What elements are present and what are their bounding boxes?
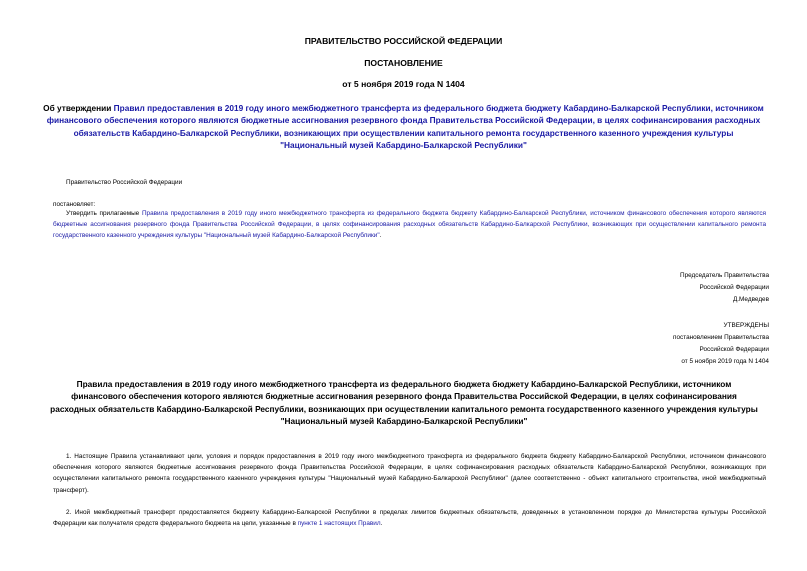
signature-line-2: Российской Федерации: [699, 284, 769, 291]
p2-suffix: .: [380, 520, 383, 528]
document-date-number: от 5 ноября 2019 года N 1404: [342, 79, 465, 89]
approved-line-2: постановлением Правительства: [673, 334, 769, 341]
document-title: [42, 102, 765, 151]
rules-paragraph-1: 1. Настоящие Правила устанавливают цели, условия и порядок предоставления в 2019 году иного межбюджетного трансферта из федерального бюджета бюджету Кабардино-Балкарской Республики, источником финансового обеспечения которого являются бюджетные ассигнования резервного фонда Правительства Российской Федерации, в целях софинансирования расходных обязательств Кабардино-Балкарской Республики, возникающих при осуществлении капитального ремонта государственного казенного учреждения культуры "Национальный музей Кабардино-Балкарской Республики" (далее соответственно - объект капитального строительства, иной межбюджетный трансферт).: [53, 453, 766, 494]
government-header: ПРАВИТЕЛЬСТВО РОССИЙСКОЙ ФЕДЕРАЦИИ: [304, 36, 503, 46]
signature-line-3: Д.Медведев: [732, 296, 769, 303]
signature-block: [680, 270, 769, 306]
approve-prefix: Утвердить прилагаемые: [66, 210, 142, 217]
title-prefix: Об утверждении: [43, 103, 114, 113]
p2-prefix: 2. Иной межбюджетный трансферт предоставляется бюджету Кабардино-Балкарской Республики в пределах лимитов бюджетных обязательств, доведенных в установленном порядке до Министерства культуры Российской Федерации как получателя средств федерального бюджета на цели, указанные в: [53, 509, 766, 528]
approve-link[interactable]: Правила предоставления в 2019 году иного межбюджетного трансферта из федерального бюджета бюджету Кабардино-Балкарской Республики, источником финансового обеспечения которого являются бюджетные ассигнования резервного фонда Правительства Российской Федерации, в целях софинансирования расходных обязательств Кабардино-Балкарской Республики, возникающих при осуществлении капитального ремонта государственного казенного учреждения культуры "Национальный музей Кабардино-Балкарской Республики": [53, 210, 766, 240]
title-link[interactable]: Правил предоставления в 2019 году иного межбюджетного трансферта из федерального бюджета бюджету Кабардино-Балкарской Республики, источником финансового обеспечения которого являются бюджетные ассигнования резервного фонда Правительства Российской Федерации, в целях софинансирования расходных обязательств Кабардино-Балкарской Республики, возникающих при осуществлении капитального ремонта государственного казенного учреждения культуры "Национальный музей Кабардино-Балкарской Республики": [46, 103, 764, 150]
rules-paragraph-2: [53, 507, 766, 529]
signature-line-1: Председатель Правительства: [680, 272, 769, 279]
p2-link[interactable]: пункте 1 настоящих Правил: [297, 520, 381, 528]
document-type: ПОСТАНОВЛЕНИЕ: [364, 58, 443, 68]
approved-line-1: УТВЕРЖДЕНЫ: [723, 322, 769, 329]
rules-title: Правила предоставления в 2019 году иного межбюджетного трансферта из федерального бюджета бюджету Кабардино-Балкарской Республики, источником финансового обеспечения которого являются бюджетные ассигнования резервного фонда Правительства Российской Федерации, в целях софинансирования расходных обязательств Кабардино-Балкарской Республики, возникающих при осуществлении капитального ремонта государственного казенного учреждения культуры "Национальный музей Кабардино-Балкарской Республики": [50, 379, 758, 426]
approved-line-3: Российской Федерации: [699, 346, 769, 353]
approve-paragraph: [53, 208, 766, 242]
approved-line-4: от 5 ноября 2019 года N 1404: [681, 358, 769, 365]
preamble-decides: постановляет:: [53, 201, 96, 208]
approved-block: [673, 320, 769, 368]
approve-suffix: .: [379, 232, 382, 240]
preamble-government: Правительство Российской Федерации: [66, 179, 183, 186]
